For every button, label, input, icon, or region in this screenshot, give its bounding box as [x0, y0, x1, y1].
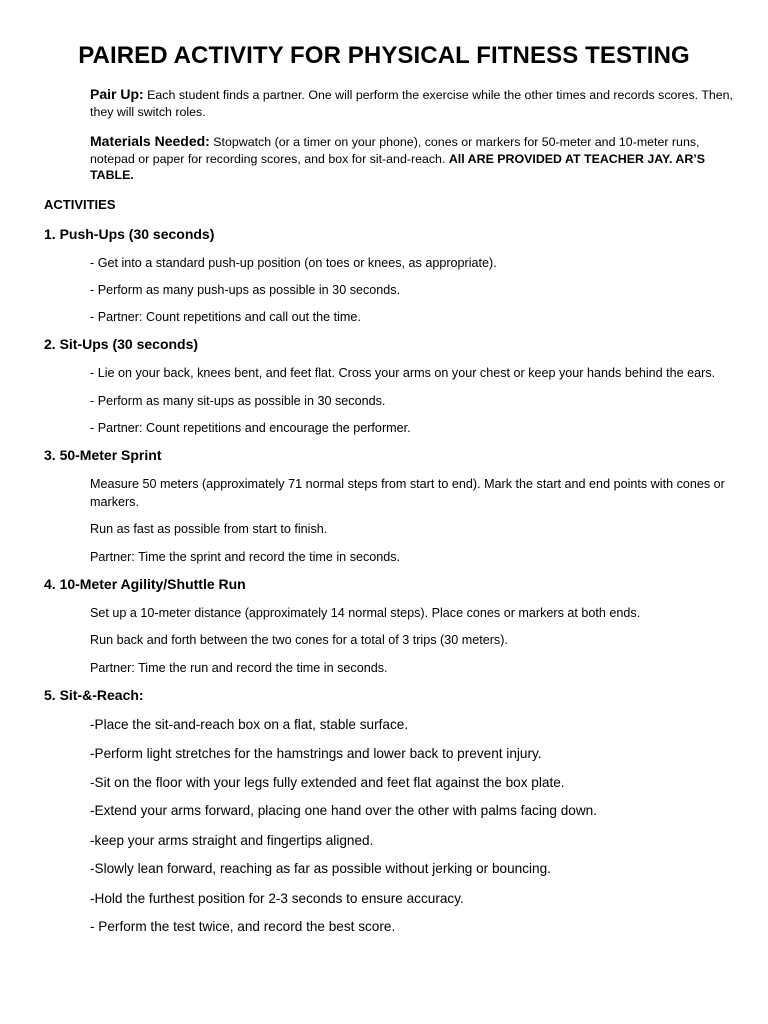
list-item: Run back and forth between the two cones for a total of 3 trips (30 meters). — [90, 633, 508, 647]
list-item: -Extend your arms forward, placing one hand over the other with palms facing down. — [90, 803, 598, 818]
materials-paragraph — [90, 133, 735, 184]
materials-label: Materials Needed: — [90, 133, 210, 149]
list-item: - Get into a standard push-up position (on toes or knees, as appropriate). — [90, 256, 497, 270]
list-item: -keep your arms straight and fingertips aligned. — [90, 833, 374, 848]
list-item: - Partner: Count repetitions and call out the time. — [90, 310, 361, 324]
materials-emphasis: All ARE PROVIDED AT TEACHER JAY. AR’S TABLE. — [90, 151, 705, 182]
list-item: Partner: Time the run and record the time in seconds. — [90, 661, 388, 675]
activities-heading: ACTIVITIES — [44, 197, 116, 212]
list-item: Measure 50 meters (approximately 71 normal steps from start to end). Mark the start and end points with cones or markers. — [90, 477, 725, 509]
list-item: -Hold the furthest position for 2-3 seconds to ensure accuracy. — [90, 891, 464, 906]
list-item: Partner: Time the sprint and record the time in seconds. — [90, 550, 401, 564]
list-item: - Perform as many push-ups as possible in 30 seconds. — [90, 283, 401, 297]
activity-heading-sit-ups: 2. Sit-Ups (30 seconds) — [44, 336, 199, 352]
list-item: -Perform light stretches for the hamstrings and lower back to prevent injury. — [90, 746, 542, 761]
list-item: - Partner: Count repetitions and encourage the performer. — [90, 421, 411, 435]
pair-up-label: Pair Up: — [90, 86, 144, 102]
list-item: - Perform the test twice, and record the best score. — [90, 919, 396, 934]
activity-heading-push-ups: 1. Push-Ups (30 seconds) — [44, 226, 215, 242]
document-title: PAIRED ACTIVITY FOR PHYSICAL FITNESS TESTING — [78, 42, 690, 69]
materials-text: Stopwatch (or a timer on your phone), cones or markers for 50-meter and 10-meter runs, notepad or paper for recording scores, and box for sit-and-reach. — [90, 135, 700, 166]
list-item: Run as fast as possible from start to finish. — [90, 522, 328, 536]
list-item: -Sit on the floor with your legs fully extended and feet flat against the box plate. — [90, 775, 565, 790]
pair-up-text: Each student finds a partner. One will perform the exercise while the other times and records scores. Then, they will switch roles. — [90, 88, 734, 119]
list-item: Set up a 10-meter distance (approximately 14 normal steps). Place cones or markers at both ends. — [90, 606, 641, 620]
activity-heading-sprint: 3. 50-Meter Sprint — [44, 447, 162, 463]
list-item: -Slowly lean forward, reaching as far as possible without jerking or bouncing. — [90, 861, 551, 876]
pair-up-paragraph — [90, 86, 735, 120]
activity-heading-shuttle-run: 4. 10-Meter Agility/Shuttle Run — [44, 576, 246, 592]
list-item: - Perform as many sit-ups as possible in 30 seconds. — [90, 394, 386, 408]
list-item: - Lie on your back, knees bent, and feet flat. Cross your arms on your chest or keep your hands behind the ears. — [90, 366, 716, 380]
list-item: -Place the sit-and-reach box on a flat, stable surface. — [90, 717, 409, 732]
activity-heading-sit-and-reach: 5. Sit-&-Reach: — [44, 687, 144, 703]
